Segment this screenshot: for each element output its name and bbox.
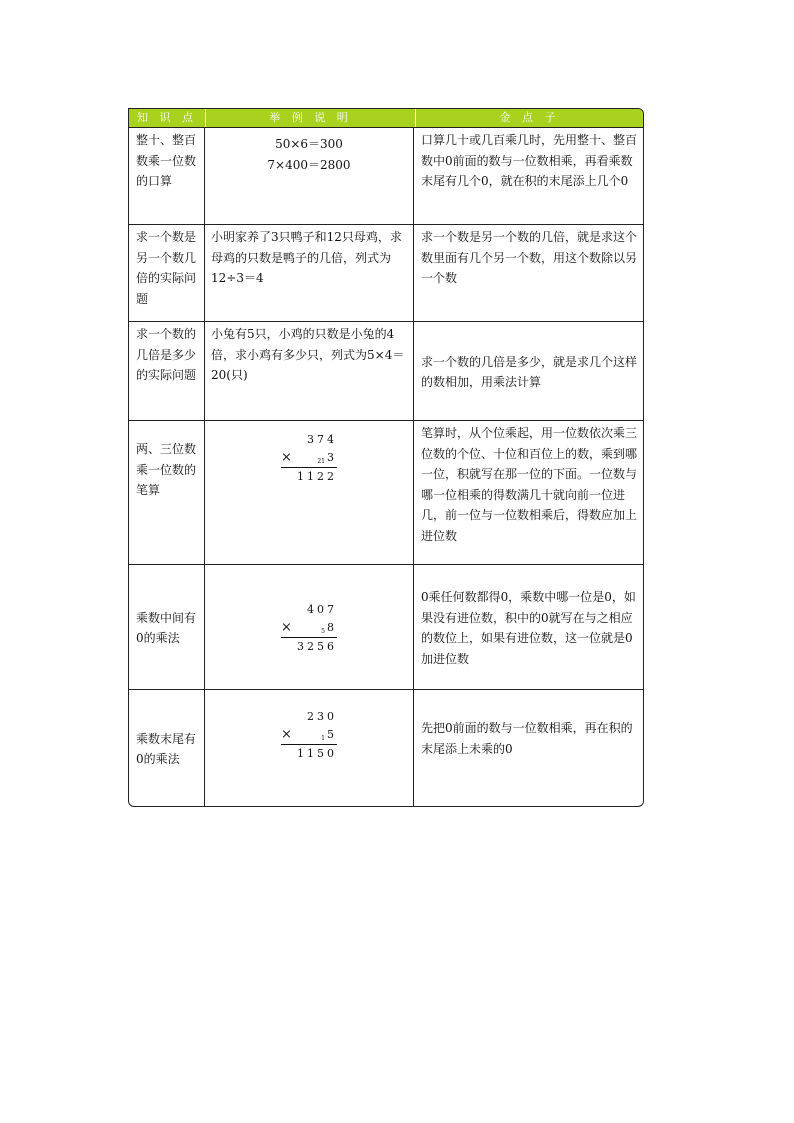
example-cell xyxy=(205,565,414,689)
knowledge-table xyxy=(128,108,644,807)
table-row xyxy=(129,128,643,225)
tip-cell: 求一个数是另一个数的几倍，就是求这个数里面有几个另一个数，用这个数除以另一个数 xyxy=(421,230,638,285)
product: 3256 xyxy=(297,639,337,653)
multiply-sign: × xyxy=(281,450,292,465)
multiplicand: 230 xyxy=(307,710,337,723)
topic-cell xyxy=(129,565,205,689)
vertical-multiplication xyxy=(281,708,337,763)
header-topic: 知 识 点 xyxy=(129,109,206,127)
tip-cell xyxy=(414,565,643,689)
carry-digits: 5 xyxy=(321,627,325,635)
header-example: 举 例 说 明 xyxy=(206,109,416,127)
topic-cell: 求一个数是另一个数几倍的实际问题 xyxy=(129,225,205,321)
table-header xyxy=(129,109,643,128)
example-cell xyxy=(205,690,414,806)
example-cell xyxy=(205,128,414,224)
multiplicand: 407 xyxy=(307,602,337,616)
table-row xyxy=(129,322,643,421)
topic-cell: 两、三位数乘一位数的笔算 xyxy=(129,421,205,564)
tip-text: 求一个数的几倍是多少，就是求几个这样的数相加，用乘法计算 xyxy=(421,354,638,389)
tip-cell: 笔算时，从个位乘起，用一位数依次乘三位数的个位、十位和百位上的数，乘到哪一位，积就写在那一位的下面。一位数与哪一位相乘的得数满几十就向前一位进几，前一位与一位数相乘后，得数应加上进位数 xyxy=(421,426,638,543)
tip-cell xyxy=(414,322,643,420)
topic-text: 乘数中间有0的乘法 xyxy=(136,610,197,645)
table-row xyxy=(129,690,643,806)
example-cell: 小明家养了3只鸭子和12只母鸡，求母鸡的只数是鸭子的几倍，列式为12÷3＝4 xyxy=(205,225,414,321)
tip-text: 0乘任何数都得0，乘数中哪一位是0，如果没有进位数，积中的0就写在与之相应的数位上，如果有进位数，这一位就是0加进位数 xyxy=(421,590,636,666)
tip-cell: 先把0前面的数与一位数相乘，再在积的末尾添上未乘的0 xyxy=(421,721,633,756)
topic-text: 乘数末尾有0的乘法 xyxy=(136,731,197,766)
carry-digits: 21 xyxy=(317,458,325,465)
multiplicand: 374 xyxy=(307,433,337,446)
table-row xyxy=(129,421,643,565)
tip-cell: 口算几十或几百乘几时，先用整十、整百数中0前面的数与一位数相乘，再看乘数末尾有几个0，就在积的末尾添上几个0 xyxy=(421,133,638,188)
vertical-multiplication xyxy=(281,601,337,656)
topic-cell xyxy=(129,690,205,806)
table-row xyxy=(129,565,643,690)
header-tip: 金 点 子 xyxy=(499,111,560,124)
example-cell: 小兔有5只，小鸡的只数是小兔的4倍，求小鸡有多少只，列式为5×4＝20(只) xyxy=(205,322,414,420)
topic-cell: 整十、整百数乘一位数的口算 xyxy=(129,128,205,224)
multiplier: 5 xyxy=(327,728,337,741)
example-line: 50×6＝300 xyxy=(275,137,343,151)
multiplier: 8 xyxy=(327,620,337,634)
multiplier: 3 xyxy=(327,451,337,464)
product: 1122 xyxy=(297,470,337,483)
table-row xyxy=(129,225,643,322)
multiply-sign: × xyxy=(281,727,292,742)
carry-digits: 1 xyxy=(321,735,325,742)
topic-cell: 求一个数的几倍是多少的实际问题 xyxy=(129,322,205,420)
vertical-multiplication xyxy=(281,431,337,486)
example-cell xyxy=(205,421,414,564)
product: 1150 xyxy=(297,747,337,760)
multiply-sign: × xyxy=(281,619,292,635)
example-line: 7×400＝2800 xyxy=(267,157,351,172)
